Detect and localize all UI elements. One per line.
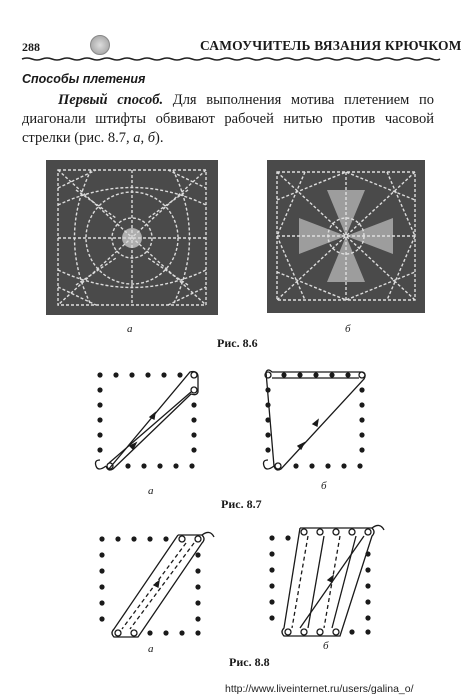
figure-ref-a: а — [133, 130, 141, 146]
header-wavy-rule — [22, 57, 440, 61]
paragraph-text: Для выполнения мотива плетением по диагонали штифты обвивают рабочей нитью против часовой стрелки (рис. 8.7, — [22, 92, 434, 146]
figure-8-8-sub-b: б — [323, 640, 329, 652]
section-heading: Способы плетения — [22, 72, 146, 86]
figure-8-7-caption: Рис. 8.7 — [221, 497, 262, 511]
figure-8-6-sub-a: а — [127, 323, 133, 335]
pin-dots — [97, 372, 196, 468]
figure-8-7-sub-a: а — [148, 485, 154, 497]
figure-8-7-sub-b: б — [321, 480, 327, 492]
lace-motif-photo-a — [46, 160, 218, 315]
pin-diagram-8-7-a — [90, 362, 210, 482]
paragraph-lead: Первый способ. — [58, 92, 164, 108]
figure-8-8-sub-a: а — [148, 643, 154, 655]
lace-motif-photo-b — [267, 160, 425, 313]
body-paragraph — [22, 91, 434, 148]
figure-ref-b: б — [147, 130, 155, 146]
figure-ref-separator: , — [140, 130, 148, 146]
figure-8-8-caption: Рис. 8.8 — [229, 655, 270, 669]
page-number: 288 — [22, 40, 40, 54]
pin-dots — [269, 535, 370, 634]
book-emblem-icon — [90, 35, 110, 55]
figure-8-6-sub-b: б — [345, 323, 351, 335]
pin-diagram-8-7-b — [258, 362, 378, 482]
pin-diagram-8-8-b — [262, 518, 387, 643]
pin-diagram-8-8-a — [92, 525, 217, 645]
footer-url: http://www.liveinternet.ru/users/galina_o/ — [225, 683, 414, 695]
pin-dots — [99, 536, 200, 635]
paragraph-end: ). — [155, 130, 164, 146]
figure-8-6-caption: Рис. 8.6 — [217, 336, 258, 350]
pin-dots — [265, 372, 364, 468]
running-title: САМОУЧИТЕЛЬ ВЯЗАНИЯ КРЮЧКОМ — [200, 38, 462, 53]
